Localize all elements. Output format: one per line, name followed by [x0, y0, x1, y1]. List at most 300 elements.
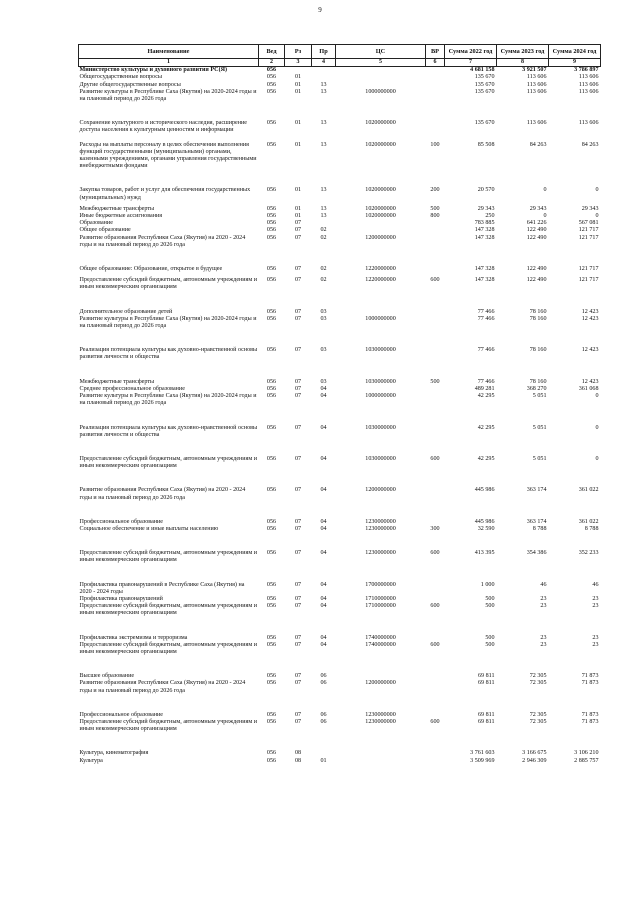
row-sum-2024: 113 606 [578, 120, 599, 127]
row-rz: 07 [294, 378, 302, 385]
row-ved: 056 [266, 187, 277, 194]
row-sum-2022: 147 328 [474, 234, 495, 241]
row-ved: 056 [266, 205, 277, 212]
row-sum-2022: 500 [485, 634, 495, 641]
row-sum-2022: 147 328 [474, 277, 495, 284]
row-rz: 01 [294, 187, 302, 194]
row-name: Развитие образования Республики Саха (Якутия) на 2020 - 2024 годы и на плановый период до 2026 года [79, 234, 246, 248]
row-sum-2023: 84 263 [529, 141, 547, 148]
row-ved: 056 [266, 81, 277, 88]
row-sum-2023: 46 [540, 581, 547, 588]
header-ved: Вед [259, 45, 285, 59]
row-pr: 06 [320, 711, 327, 718]
row-rz: 07 [294, 385, 302, 392]
row-sum-2024: 113 606 [578, 81, 599, 88]
row-cs: 1020000000 [365, 187, 396, 194]
row-sum-2022: 445 986 [474, 518, 495, 525]
header-cs: ЦС [336, 45, 426, 59]
row-ved: 056 [266, 266, 277, 273]
row-cs [336, 74, 426, 81]
row-sum-2023: 113 606 [526, 74, 547, 81]
row-vr [426, 292, 445, 316]
row-cs [336, 758, 426, 765]
row-ved: 056 [266, 347, 277, 354]
row-ved: 056 [266, 525, 277, 532]
row-ved: 056 [266, 385, 277, 392]
row-rz: 07 [294, 673, 302, 680]
row-sum-2023: 23 [540, 634, 547, 641]
header-sum-2024: Сумма 2024 год [549, 45, 601, 59]
table-header [79, 45, 601, 67]
row-sum-2023: 122 490 [526, 234, 547, 241]
table-row [79, 733, 601, 757]
row-rz: 07 [294, 595, 302, 602]
column-number: 3 [285, 59, 312, 67]
row-name: Предоставление субсидий бюджетным, автономным учреждениям и иным некоммерческим организациям [79, 550, 258, 564]
row-cs: 1230000000 [365, 711, 396, 718]
row-name: Социальное обеспечение и иные выплаты населению [79, 525, 219, 532]
row-sum-2024: 23 [592, 641, 599, 648]
row-name: Профилактика экстремизма и терроризма [79, 634, 188, 641]
row-ved: 056 [266, 455, 277, 462]
row-ved: 056 [266, 120, 277, 127]
row-name: Иные бюджетные ассигнования [79, 213, 163, 220]
row-cs: 1230000000 [365, 718, 396, 725]
row-sum-2022: 42 295 [477, 393, 495, 400]
row-sum-2024: 121 717 [578, 227, 599, 234]
row-sum-2022: 77 466 [477, 315, 495, 322]
row-cs: 1230000000 [365, 525, 396, 532]
row-ved: 056 [266, 234, 277, 241]
row-vr [426, 393, 445, 407]
row-sum-2024: 12 423 [581, 315, 599, 322]
row-rz: 07 [294, 227, 302, 234]
row-name: Профилактика правонарушений в Республике Саха (Якутия) на 2020 - 2024 годы [79, 581, 245, 595]
row-ved: 056 [266, 308, 277, 315]
row-vr [426, 758, 445, 765]
row-sum-2022: 135 670 [474, 81, 495, 88]
row-sum-2023: 122 490 [526, 277, 547, 284]
row-sum-2024: 121 717 [578, 266, 599, 273]
row-sum-2023: 0 [543, 213, 547, 220]
row-sum-2023: 72 305 [529, 711, 547, 718]
table-row [79, 470, 601, 501]
row-sum-2023: 5 051 [532, 393, 547, 400]
row-rz: 07 [294, 424, 302, 431]
row-vr [426, 249, 445, 273]
row-name: Высшее образование [79, 673, 135, 680]
row-vr: 600 [430, 641, 440, 648]
row-ved: 056 [266, 550, 277, 557]
row-vr [426, 565, 445, 596]
row-pr: 03 [320, 347, 327, 354]
row-rz: 07 [294, 277, 302, 284]
row-name: Образование [79, 220, 113, 227]
row-cs [336, 67, 426, 75]
row-vr [426, 220, 445, 227]
row-name: Развитие образования Республики Саха (Якутия) на 2020 - 2024 годы и на плановый период до 2026 года [79, 487, 246, 501]
row-sum-2023: 78 160 [529, 347, 547, 354]
row-pr: 13 [320, 213, 327, 220]
row-name: Сохранение культурного и исторического наследия, расширение доступа населения к культурным ценностям и информации [79, 120, 247, 134]
row-vr [426, 680, 445, 694]
row-pr: 02 [320, 227, 327, 234]
row-sum-2022: 147 328 [474, 266, 495, 273]
row-sum-2023: 78 160 [529, 378, 547, 385]
header-sum-2023: Сумма 2023 год [497, 45, 549, 59]
row-sum-2023: 122 490 [526, 227, 547, 234]
row-pr: 04 [320, 525, 327, 532]
row-cs: 1020000000 [365, 205, 396, 212]
row-sum-2022: 147 328 [474, 227, 495, 234]
table-row [79, 103, 601, 134]
row-sum-2022: 413 395 [474, 550, 495, 557]
row-cs: 1000000000 [365, 315, 396, 322]
row-vr [426, 67, 445, 75]
row-sum-2023: 23 [540, 641, 547, 648]
table-row [79, 170, 601, 201]
row-sum-2024: 0 [595, 424, 599, 431]
row-sum-2023: 363 174 [526, 487, 547, 494]
table-row [79, 220, 601, 227]
row-sum-2024: 113 606 [578, 74, 599, 81]
row-sum-2022: 85 508 [477, 141, 495, 148]
column-number-row [79, 59, 601, 67]
row-pr [312, 74, 336, 81]
row-sum-2022: 135 670 [474, 74, 495, 81]
row-name: Реализация потенциала культуры как духовно-нравственной основы развития личности и общества [79, 424, 258, 438]
row-cs: 1030000000 [365, 424, 396, 431]
row-sum-2024: 12 423 [581, 347, 599, 354]
row-cs: 1740000000 [365, 641, 396, 648]
row-sum-2022: 69 811 [477, 711, 495, 718]
row-sum-2024: 0 [595, 393, 599, 400]
row-sum-2023: 23 [540, 603, 547, 610]
row-sum-2023: 363 174 [526, 518, 547, 525]
row-ved: 056 [266, 67, 277, 74]
row-pr: 04 [320, 424, 327, 431]
row-name: Культура [79, 757, 103, 764]
table-row [79, 393, 601, 407]
row-cs: 1740000000 [365, 634, 396, 641]
table-row [79, 439, 601, 470]
row-pr: 06 [320, 718, 327, 725]
row-cs: 1200000000 [365, 680, 396, 687]
row-ved: 056 [266, 220, 277, 227]
row-cs [336, 386, 426, 393]
table-row [79, 235, 601, 249]
row-pr: 06 [320, 680, 327, 687]
row-rz: 07 [294, 711, 302, 718]
row-vr: 300 [430, 525, 440, 532]
row-sum-2024: 12 423 [581, 378, 599, 385]
row-sum-2024: 23 [592, 634, 599, 641]
row-pr: 03 [320, 378, 327, 385]
row-sum-2024: 113 606 [578, 88, 599, 95]
row-sum-2023: 5 051 [532, 424, 547, 431]
row-cs [336, 656, 426, 680]
row-ved: 056 [266, 680, 277, 687]
table-row [79, 227, 601, 234]
column-number: 7 [445, 59, 497, 67]
row-rz: 01 [294, 120, 302, 127]
row-sum-2023: 78 160 [529, 308, 547, 315]
row-vr [426, 386, 445, 393]
row-vr [426, 74, 445, 81]
table-row [79, 618, 601, 642]
row-ved: 056 [266, 673, 277, 680]
row-ved: 056 [266, 518, 277, 525]
table-row [79, 213, 601, 220]
row-vr [426, 470, 445, 501]
row-sum-2023: 113 606 [526, 120, 547, 127]
table-row [79, 362, 601, 386]
table-row [79, 758, 601, 765]
row-pr [312, 67, 336, 75]
row-sum-2022: 69 811 [477, 718, 495, 725]
row-sum-2022: 3 509 969 [470, 757, 495, 764]
row-cs: 1020000000 [365, 213, 396, 220]
row-sum-2023: 23 [540, 595, 547, 602]
row-ved: 056 [266, 393, 277, 400]
row-name: Межбюджетные трансферты [79, 205, 155, 212]
row-sum-2022: 500 [485, 641, 495, 648]
row-name: Закупка товаров, работ и услуг для обеспечения государственных (муниципальных) нужд [79, 187, 251, 201]
row-cs: 1230000000 [365, 550, 396, 557]
row-cs [336, 220, 426, 227]
row-sum-2024: 46 [592, 581, 599, 588]
row-pr: 04 [320, 641, 327, 648]
table-row [79, 89, 601, 103]
row-sum-2024: 0 [595, 187, 599, 194]
row-cs: 1710000000 [365, 595, 396, 602]
row-pr: 04 [320, 455, 327, 462]
row-ved: 056 [266, 315, 277, 322]
row-sum-2024: 0 [595, 455, 599, 462]
row-name: Предоставление субсидий бюджетным, автономным учреждениям и иным некоммерческим организациям [79, 718, 258, 733]
row-pr: 02 [320, 234, 327, 241]
row-cs: 1200000000 [365, 234, 396, 241]
header-rz: Рз [285, 45, 312, 59]
row-sum-2024: 361 022 [578, 487, 599, 494]
row-sum-2022: 77 466 [477, 347, 495, 354]
row-vr [426, 733, 445, 757]
row-pr: 04 [320, 550, 327, 557]
row-sum-2022: 20 570 [477, 187, 495, 194]
row-sum-2024: 23 [592, 603, 599, 610]
row-pr [312, 733, 336, 757]
row-name: Общее образование [79, 227, 131, 234]
row-sum-2022: 445 986 [474, 487, 495, 494]
row-pr: 04 [320, 595, 327, 602]
row-sum-2022: 42 295 [477, 455, 495, 462]
row-name: Развитие культуры в Республике Саха (Якутия) на 2020-2024 годы и на плановый период до 2026 года [79, 393, 257, 407]
row-sum-2024: 361 022 [578, 518, 599, 525]
row-vr: 500 [430, 205, 440, 212]
row-sum-2023: 72 305 [529, 680, 547, 687]
row-vr [426, 408, 445, 439]
row-rz [285, 67, 312, 75]
row-ved: 056 [266, 595, 277, 602]
table-row [79, 533, 601, 564]
row-ved: 056 [266, 378, 277, 385]
row-ved: 056 [266, 424, 277, 431]
row-name: Расходы на выплаты персоналу в целях обеспечения выполнения функций государственными (муниципальными) органами, казенными учреждениями, органами управления государственными внебюджетными фондами [79, 141, 257, 170]
row-name: Дополнительное образование детей [79, 308, 173, 315]
row-vr [426, 596, 445, 603]
column-number: 1 [79, 59, 259, 67]
row-rz: 07 [294, 525, 302, 532]
row-pr [312, 220, 336, 227]
table-row [79, 408, 601, 439]
row-vr: 600 [430, 603, 440, 610]
table-row [79, 386, 601, 393]
header-vr: ВР [426, 45, 445, 59]
column-number: 6 [426, 59, 445, 67]
row-ved: 056 [266, 581, 277, 588]
table-row [79, 74, 601, 81]
row-sum-2024: 84 263 [581, 141, 599, 148]
row-rz: 07 [294, 603, 302, 610]
row-sum-2022: 135 670 [474, 88, 495, 95]
row-cs: 1020000000 [365, 120, 396, 127]
table-row [79, 695, 601, 719]
row-rz: 07 [294, 550, 302, 557]
row-ved: 056 [266, 634, 277, 641]
row-rz: 07 [294, 518, 302, 525]
row-rz: 08 [294, 757, 302, 764]
column-number: 4 [312, 59, 336, 67]
row-cs: 1700000000 [365, 581, 396, 588]
row-cs: 1030000000 [365, 455, 396, 462]
row-sum-2023: 78 160 [529, 315, 547, 322]
row-sum-2023: 641 226 [526, 220, 547, 227]
row-name: Межбюджетные трансферты [79, 378, 155, 385]
row-vr [426, 103, 445, 134]
row-pr: 04 [320, 385, 327, 392]
row-sum-2024: 361 068 [578, 385, 599, 392]
row-vr: 100 [430, 141, 440, 148]
row-sum-2024: 352 233 [578, 550, 599, 557]
row-ved: 056 [266, 711, 277, 718]
page-number: 9 [318, 6, 322, 14]
row-pr: 02 [320, 277, 327, 284]
row-rz: 01 [294, 205, 302, 212]
row-pr: 04 [320, 518, 327, 525]
row-cs [336, 292, 426, 316]
row-sum-2024: 8 788 [584, 525, 599, 532]
row-cs: 1230000000 [365, 518, 396, 525]
row-name: Предоставление субсидий бюджетным, автономным учреждениям и иным некоммерческим организациям [79, 641, 258, 655]
row-vr: 600 [430, 718, 440, 725]
row-sum-2023: 3 921 507 [522, 67, 547, 74]
row-cs: 1000000000 [365, 88, 396, 95]
row-sum-2022: 500 [485, 595, 495, 602]
row-ved: 056 [266, 213, 277, 220]
row-sum-2023: 72 305 [529, 718, 547, 725]
row-ved: 056 [266, 641, 277, 648]
row-vr [426, 502, 445, 526]
row-sum-2024: 71 873 [581, 718, 599, 725]
table-row [79, 82, 601, 89]
column-number: 9 [549, 59, 601, 67]
row-ved: 056 [266, 487, 277, 494]
row-sum-2022: 135 670 [474, 120, 495, 127]
row-sum-2023: 122 490 [526, 266, 547, 273]
table-row [79, 565, 601, 596]
row-cs [336, 733, 426, 757]
row-sum-2022: 250 [485, 213, 495, 220]
table-row [79, 135, 601, 171]
row-sum-2024: 71 873 [581, 711, 599, 718]
row-vr [426, 695, 445, 719]
row-sum-2024: 29 343 [581, 205, 599, 212]
row-sum-2024: 2 885 757 [574, 757, 599, 764]
row-sum-2023: 2 946 309 [522, 757, 547, 764]
row-rz: 07 [294, 581, 302, 588]
row-sum-2022: 1 000 [480, 581, 495, 588]
table-row [79, 502, 601, 526]
row-sum-2023: 354 386 [526, 550, 547, 557]
column-number: 8 [497, 59, 549, 67]
column-number: 5 [336, 59, 426, 67]
row-sum-2023: 8 788 [532, 525, 547, 532]
row-ved: 056 [266, 750, 277, 757]
row-vr: 200 [430, 187, 440, 194]
row-rz: 01 [294, 213, 302, 220]
row-sum-2024: 0 [595, 213, 599, 220]
row-name: Предоставление субсидий бюджетным, автономным учреждениям и иным некоммерческим организациям [79, 603, 258, 617]
row-name: Профилактика правонарушений [79, 595, 163, 602]
row-sum-2023: 29 343 [529, 205, 547, 212]
row-pr: 13 [320, 205, 327, 212]
row-vr: 600 [430, 455, 440, 462]
table-body [79, 67, 601, 765]
row-name: Профессиональное образование [79, 711, 164, 718]
column-number: 2 [259, 59, 285, 67]
row-name: Другие общегосударственные вопросы [79, 81, 181, 88]
row-vr [426, 227, 445, 234]
row-pr: 04 [320, 603, 327, 610]
row-ved: 056 [266, 757, 277, 764]
row-name: Развитие образования Республики Саха (Якутия) на 2020 - 2024 годы и на плановый период до 2026 года [79, 680, 246, 694]
row-pr: 13 [320, 187, 327, 194]
table-row [79, 330, 601, 361]
row-rz: 07 [294, 308, 302, 315]
row-sum-2022: 489 281 [474, 385, 495, 392]
table-row [79, 656, 601, 680]
row-sum-2022: 69 811 [477, 680, 495, 687]
row-ved: 056 [266, 603, 277, 610]
row-sum-2024: 71 873 [581, 680, 599, 687]
row-vr: 800 [430, 213, 440, 220]
row-rz: 07 [294, 393, 302, 400]
table-row [79, 719, 601, 733]
row-ved: 056 [266, 277, 277, 284]
row-pr: 04 [320, 634, 327, 641]
row-rz: 07 [294, 266, 302, 273]
row-sum-2024: 3 786 897 [574, 67, 599, 74]
row-pr: 04 [320, 393, 327, 400]
table-row [79, 249, 601, 273]
row-cs: 1030000000 [365, 347, 396, 354]
row-vr: 600 [430, 550, 440, 557]
row-cs [336, 227, 426, 234]
row-cs: 1000000000 [365, 393, 396, 400]
row-name: Развитие культуры в Республике Саха (Якутия) на 2020-2024 годы и на плановый период до 2026 года [79, 88, 257, 103]
row-pr: 04 [320, 487, 327, 494]
row-sum-2024: 3 106 210 [574, 750, 599, 757]
